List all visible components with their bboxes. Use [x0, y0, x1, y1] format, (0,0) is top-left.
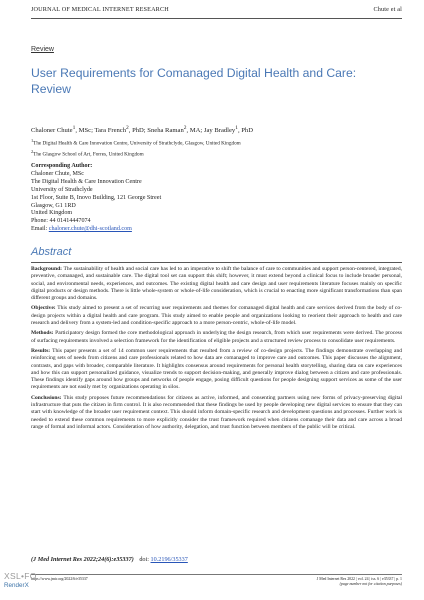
author-name: Chaloner Chute: [31, 127, 73, 135]
renderx-watermark: [4, 571, 37, 589]
affiliation-item: $^1$The Digital Health & Care Innovation Centre, University of Strathclyde, Glasgow, United Kingdom: [31, 138, 241, 147]
author-degree: , PhD;: [128, 127, 148, 135]
corr-line: The Digital Health & Care Innovation Centre: [31, 178, 142, 185]
author-degree: , MA;: [186, 127, 204, 135]
corr-line: University of Strathclyde: [31, 186, 93, 193]
watermark-line2: RenderX: [4, 582, 29, 589]
author-affil-sup: 2: [183, 125, 187, 131]
author-name: Tara French: [94, 127, 127, 135]
author-affil-sup: 1: [235, 125, 238, 131]
corr-line: Phone: 44 01414447074: [31, 218, 91, 225]
email-link[interactable]: chaloner.chute@dhi-scotland.com: [48, 226, 132, 233]
footer-divider: [31, 574, 402, 575]
corr-line: Chaloner Chute, MSc: [31, 170, 84, 177]
section-label: Review: [31, 46, 54, 53]
doi-link[interactable]: 10.2196/35337: [150, 556, 188, 563]
author-list: [31, 124, 401, 135]
citation-text: (J Med Internet Res 2022;24(6):e35337): [31, 556, 134, 563]
running-author: Chute et al: [373, 6, 402, 13]
abstract-body: [31, 266, 402, 434]
corr-line: 1st Floor, Suite B, Inovo Building, 121 George Street: [31, 194, 162, 201]
author-affil-sup: 1: [72, 125, 76, 131]
abstract-results: Results: This paper presents a set of 14 common user requirements that resulted from a review of co-design projects. The findings demonstrate overlapping and reinforcing sets of needs from citizens and care professionals related to how data are comanaged to improve care and outcomes. This paper discusses the alignment, contrasts, and gaps with broader, comparable literature. It highlights consensus around requirements for personal health storytelling, sharing data on care experiences and how this can support personalized guidance, visualize trends to support decision-making, and generally improve dialog between a citizen and care professionals. These findings identify gaps around how groups and networks of people engage, posing difficult questions for people designing support services as some of the user requirements are not easily met by organizations operating in silos.: [31, 348, 402, 391]
header-divider: [31, 18, 402, 19]
abstract-methods: Methods: Participatory design formed the core methodological approach in underlying the design research, from which user requirements were derived. The process of surfacing requirements involved a selection framework for the identification of eligible projects and a structured review process to consolidate user requirements.: [31, 330, 402, 344]
footer-note: (page number not for citation purposes): [339, 582, 402, 586]
journal-name: JOURNAL OF MEDICAL INTERNET RESEARCH: [31, 6, 169, 13]
running-header: [31, 6, 402, 16]
watermark-line1: XSL•FO: [4, 571, 37, 581]
abstract-objective: Objective: This study aimed to present a set of recurring user requirements and themes for comanaged digital health and care services derived from the body of co-design projects within a digital health and care program. This study aimed to enable people and organizations looking to reorient their approach to health and care research and delivery from a system-led and condition-specific approach to a more person-centric, whole-of-life model.: [31, 305, 402, 326]
author-affil-sup: 2: [126, 125, 129, 131]
doi-label: doi:: [139, 556, 149, 563]
corr-line: Glasgow, G1 1RD: [31, 202, 76, 209]
citation-line: [31, 556, 188, 563]
author-name: Jay Bradley: [203, 127, 236, 135]
affiliation-item: $^2$The Glasgow School of Art, Forres, United Kingdom: [31, 148, 144, 158]
corresponding-author-block: [31, 163, 331, 234]
footer-url[interactable]: https://www.jmir.org/2022/6/e35337: [31, 577, 88, 581]
abstract-background: Background: The sustainability of health and social care has led to an imperative to shift the balance of care to communities and support person-centered, integrated, preventive, comanaged, and sustainable care. The digital tool set can support this shift; however, it must extend beyond a clinical focus to include broader personal, social, and environmental needs, experiences, and outcomes. The existing digital health and care design and user requirements literature focuses mainly on specific digital products or design methods. There is little whole-system or whole-of-life consideration, which is crucial to enacting more significant transformations than span different groups and domains.: [31, 266, 402, 301]
footer-volume: J Med Internet Res 2022 | vol. 24 | iss. 6 | e35337 | p. 1: [316, 577, 402, 581]
corr-line: United Kingdom: [31, 210, 73, 217]
author-name: Sneha Raman: [147, 127, 184, 135]
footer-meta: [317, 577, 402, 587]
corresponding-heading: Corresponding Author:: [31, 163, 93, 169]
article-title: User Requirements for Comanaged Digital Health and Care: Review: [31, 66, 357, 96]
abstract-divider: [31, 262, 402, 263]
corr-email-line: Email: chaloner.chute@dhi-scotland.com: [31, 226, 132, 233]
author-degree: , PhD: [237, 127, 253, 135]
abstract-conclusions: Conclusions: This study proposes future recommendations for citizens as active, informed, and consenting partners using new forms of privacy-preserving digital infrastructure that puts the citizen in firm control. It is also recommended that these findings be used by people developing new digital services to ensure that they can start with knowledge of the broader user requirement context. This should inform domain-specific research and development questions and processes. Further work is needed to extend these common requirements to more explicitly consider the trust framework required when citizens comanage their data and care across a broad range of formal and informal actors. Consideration of how authority, delegation, and trust function between members of the public will be critical.: [31, 394, 402, 430]
author-degree: , MSc;: [75, 127, 95, 135]
abstract-heading: Abstract: [31, 246, 72, 258]
affiliations: [31, 137, 401, 158]
